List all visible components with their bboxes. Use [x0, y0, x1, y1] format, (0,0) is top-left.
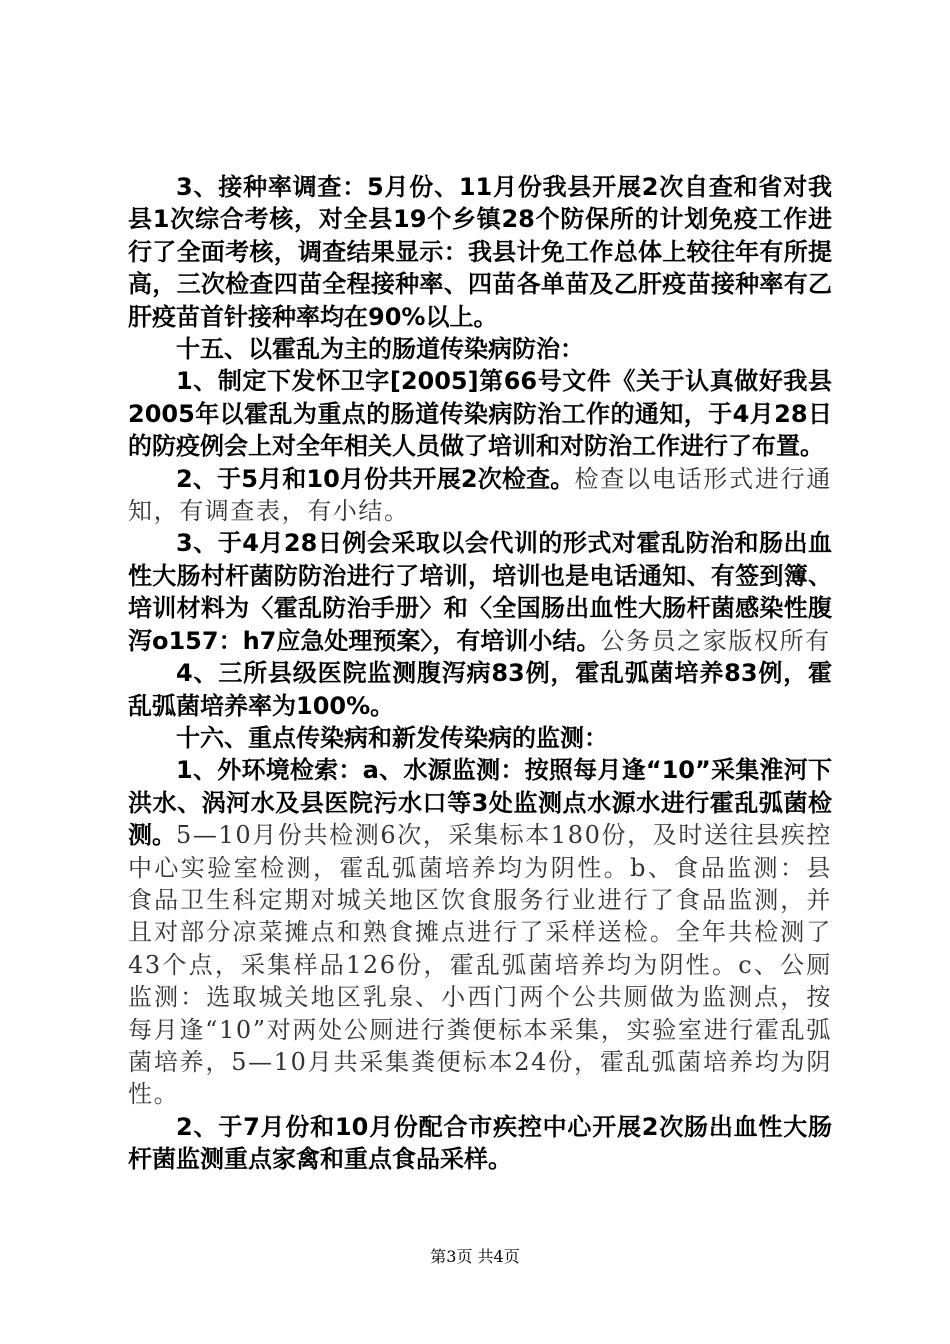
paragraph-ehec-sampling: 2、于7月份和10月份配合市疾控中心开展2次肠出血性大肠杆菌监测重点家禽和重点食品采样。 — [128, 1112, 832, 1174]
paragraph-environment-monitoring: 1、外环境检索：a、水源监测：按照每月逢“10”采集淮河下洪水、涡河水及县医院污水口等3处监测点水源水进行霍乱弧菌检测。5—10月份共检测6次，采集标本180份，及时送往县疾控中心实验室检测，霍乱弧菌培养均为阴性。b、食品监测：县食品卫生科定期对城关地区饮食服务行业进行了食品监测，并且对部分凉菜摊点和熟食摊点进行了采样送检。全年共检测了43个点，采集样品126份，霍乱弧菌培养均为阴性。c、公厕监测：选取城关地区乳泉、小西门两个公共厕做为监测点，按每月逢“10”对两处公厕进行粪便标本采集，实验室进行霍乱弧菌培养，5—10月共采集粪便标本24份，霍乱弧菌培养均为阴性。 — [128, 756, 833, 1109]
paragraph-hospital-monitoring: 4、三所县级医院监测腹泻病83例，霍乱弧菌培养83例，霍乱弧菌培养率为100%。 — [128, 659, 832, 720]
paragraph-training: 3、于4月28日例会采取以会代训的形式对霍乱防治和肠出血性大肠村杆菌防防治进行了培训，培训也是电话通知、有签到簿、培训材料为〈霍乱防治手册〉和〈全国肠出血性大肠杆菌感染性腹泻o157：h7应急处理预案〉，有培训小结。公务员之家版权所有 — [128, 529, 832, 655]
paragraph-inspections: 2、于5月和10月份共开展2次检查。检查以电话形式进行通知，有调查表，有小结。 — [128, 464, 832, 526]
page-number-label: 第3页 共4页 — [430, 1247, 520, 1266]
section-heading-16: 十六、重点传染病和新发传染病的监测： — [176, 723, 608, 752]
paragraph-notice-issued: 1、制定下发怀卫字[2005]第66号文件《关于认真做好我县2005年以霍乱为重点的肠道传染病防治工作的通知，于4月28日的防疫例会上对全年相关人员做了培训和对防治工作进行了布置。 — [128, 367, 832, 461]
body-text — [128, 171, 832, 1176]
paragraph-vaccination-survey: 3、接种率调查：5月份、11月份我县开展2次自查和省对我县1次综合考核，对全县19个乡镇28个防保所的计划免疫工作进行了全面考核，调查结果显示：我县计免工作总体上较往年有所提高，三次检查四苗全程接种率、四苗各单苗及乙肝疫苗接种率有乙肝疫苗首针接种率均在90%以上。 — [128, 173, 832, 331]
page-footer — [0, 1244, 950, 1267]
section-heading-15: 十五、以霍乱为主的肠道传染病防治： — [176, 335, 584, 364]
